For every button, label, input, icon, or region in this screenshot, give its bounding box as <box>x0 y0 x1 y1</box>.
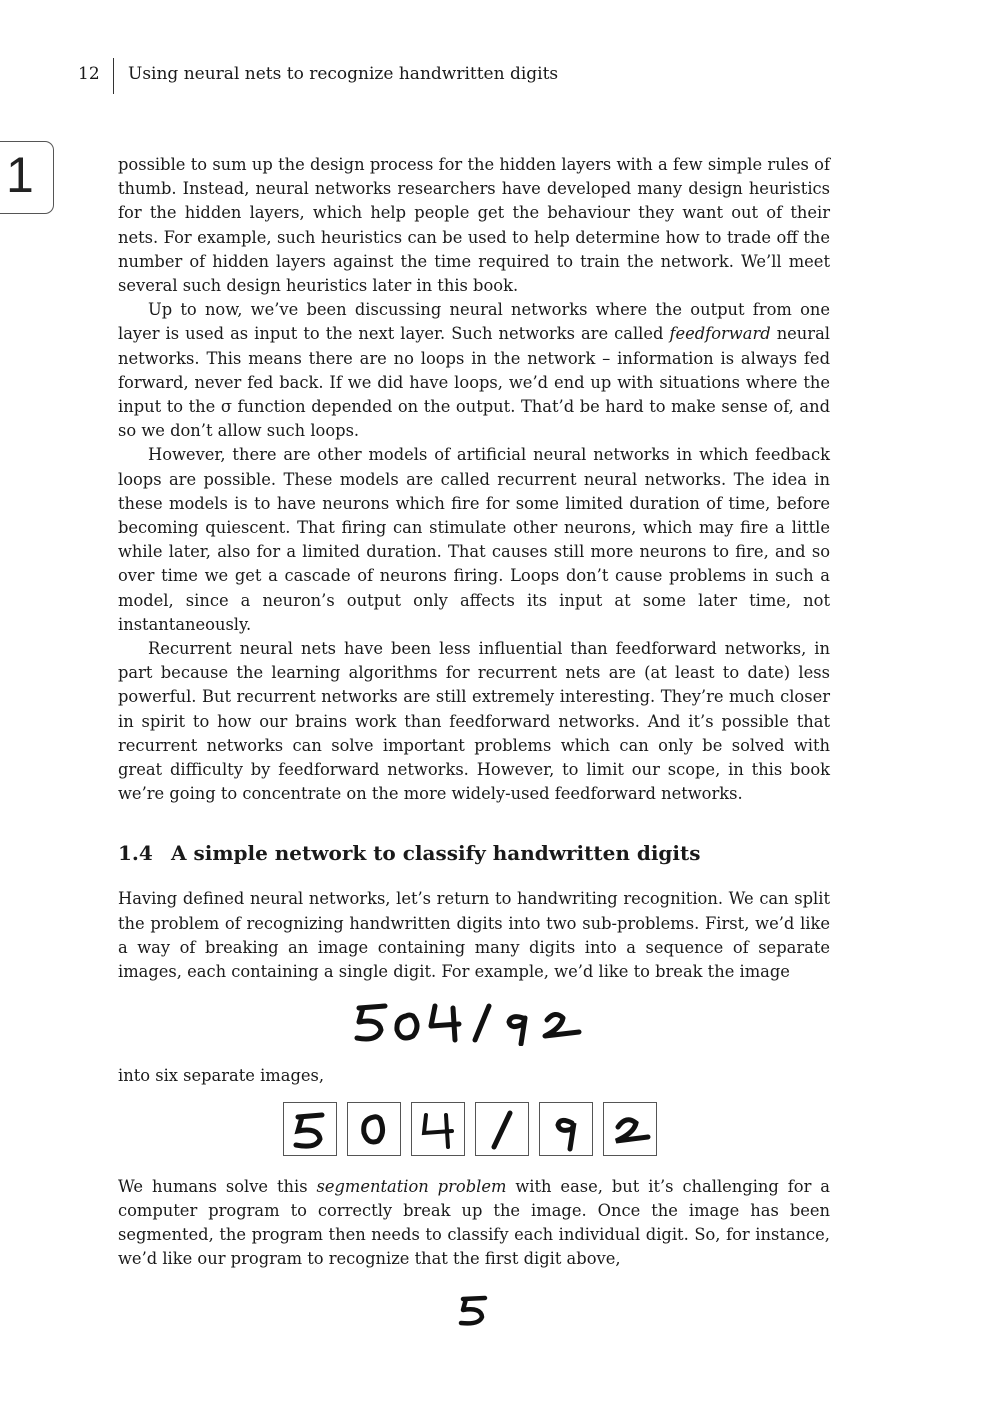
paragraph: Having defined neural networks, let’s return to handwriting recognition. We can split the problem of recognizing handwritten digits into two sub-problems. First, we’d like a way of breaking an image containing many digits into a sequence of separate images, each containing a single digit. For example, we’d like to break the image <box>118 889 830 982</box>
running-header <box>0 58 1004 98</box>
segmented-digits-figure <box>118 1089 830 1175</box>
page-body <box>118 153 830 1341</box>
emphasis-term: segmentation problem <box>316 1176 507 1196</box>
section-number: 1.4 <box>118 841 153 866</box>
running-title: Using neural nets to recognize handwritten digits <box>128 64 559 84</box>
digit-stroke <box>545 1015 579 1037</box>
paragraph <box>118 1175 830 1272</box>
paragraph: possible to sum up the design process for the hidden layers with a few simple rules of thumb. Instead, neural networks researchers have developed many design heuristics for the hidden layers, which help people get the behaviour they want out of their nets. For example, such heuristics can be used to help determine how to trade off the number of hidden layers against the time required to train the network. We’ll meet several such design heuristics later in this book. <box>118 155 830 296</box>
digit-stroke <box>431 1006 459 1040</box>
paragraph: Recurrent neural nets have been less influential than feedforward networks, in part because the learning algorithms for recurrent nets are (at least to date) less powerful. But recurrent networks are still extremely interesting. They’re much closer in spirit to how our brains work than feedforward networks. And it’s possible that recurrent networks can solve important problems which can only be solved with great difficulty by feedforward networks. However, to limit our scope, in this book we’re going to concentrate on the more widely-used feedforward networks. <box>118 639 830 804</box>
paragraph: However, there are other models of artificial neural networks in which feedback loops are possible. These models are called recurrent neural networks. The idea in these models is to have neurons which fire for some limited duration of time, before becoming quiescent. That firing can stimulate other neurons, which may fire a little while later, also for a limited duration. That causes still more neurons to fire, and so over time we get a cascade of neurons firing. Loops don’t cause problems in such a model, since a neuron’s output only affects its input at some later time, not instantaneously. <box>118 445 830 634</box>
paragraph-text: with ease, but it’s challenging for a computer program to correctly break up the image. Once the image has been segmented, the program then needs to classify each individual digit. So, for instance, we’d like our program to recognize that the first digit above, <box>118 1176 830 1269</box>
paragraph-text: neural networks. This means there are no loops in the network – information is always fed forward, never fed back. If we did have loops, we’d end up with situations where the input to the σ function depended on the output. That’d be hard to make sense of, and so we don’t allow such loops. <box>118 324 830 441</box>
segmented-digit-2 <box>603 1102 657 1156</box>
digit-stroke <box>397 1015 417 1038</box>
section-heading <box>118 841 830 865</box>
digit-stroke <box>509 1017 525 1044</box>
emphasis-term: feedforward <box>669 324 771 344</box>
paragraph-text: Up to now, we’ve been discussing neural networks where the output from one layer is used as input to the next layer. Such networks are called <box>118 300 830 344</box>
single-digit-figure <box>118 1271 830 1341</box>
chapter-tab-label: 1 <box>6 147 34 203</box>
handwritten-digit-5-image <box>455 1293 491 1329</box>
paragraph <box>118 298 830 443</box>
handwritten-504192-image <box>351 996 591 1046</box>
digit-stroke <box>475 1006 489 1040</box>
chapter-tab <box>0 141 54 214</box>
segmented-digit-row <box>283 1102 657 1156</box>
digit-stroke <box>357 1006 385 1039</box>
section-title: A simple network to classify handwritten digits <box>171 841 701 866</box>
page-number: 12 <box>78 64 100 84</box>
paragraph-text: We humans solve this <box>118 1176 317 1196</box>
segmented-digit-5 <box>283 1102 337 1156</box>
segmented-digit-9 <box>539 1102 593 1156</box>
segmented-digit-4 <box>411 1102 465 1156</box>
paragraph: into six separate images, <box>118 1066 325 1086</box>
segmented-digit-0 <box>347 1102 401 1156</box>
handwritten-digits-figure <box>118 984 830 1064</box>
segmented-digit-1 <box>475 1102 529 1156</box>
header-divider <box>113 58 114 94</box>
